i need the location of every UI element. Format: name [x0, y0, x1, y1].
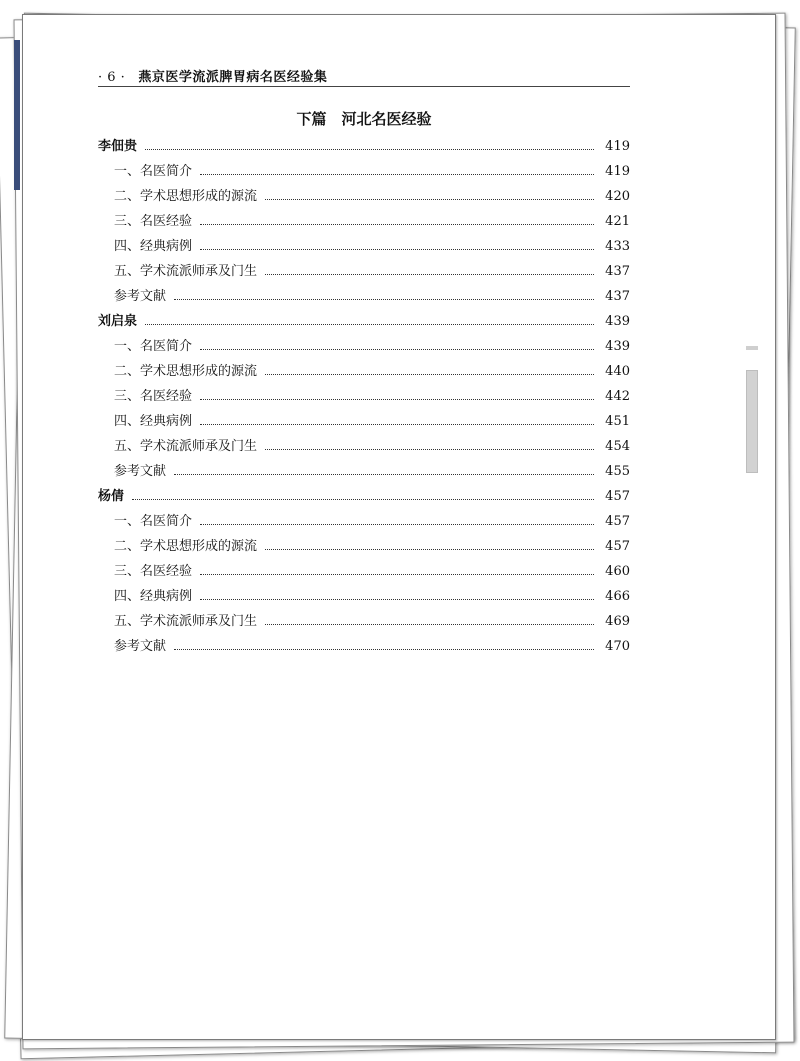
toc-entry-page: 457 [605, 489, 630, 504]
toc-entry-page: 457 [605, 539, 630, 554]
toc-entry-sub[interactable] [98, 384, 630, 409]
toc-entry-page: 469 [605, 614, 630, 629]
dot-leader [200, 348, 594, 350]
header-page-number: · 6 · [98, 70, 126, 85]
toc-entry-sub[interactable] [98, 184, 630, 209]
running-header [98, 66, 630, 87]
toc-entry-sub[interactable] [98, 284, 630, 309]
toc-entry-label: 二、学术思想形成的源流 [114, 364, 258, 379]
toc-entry-sub[interactable] [98, 634, 630, 659]
dot-leader [265, 198, 594, 200]
dot-leader [200, 523, 594, 525]
toc-entry-sub[interactable] [98, 459, 630, 484]
toc-entry-page: 455 [605, 464, 630, 479]
toc-entry-label: 一、名医简介 [114, 514, 193, 529]
toc-entry-page: 451 [605, 414, 630, 429]
dot-leader [145, 148, 594, 150]
toc-entry-sub[interactable] [98, 334, 630, 359]
toc-entry-sub[interactable] [98, 534, 630, 559]
toc-entry-sub[interactable] [98, 259, 630, 284]
toc-entry-page: 433 [605, 239, 630, 254]
toc-entry-page: 421 [605, 214, 630, 229]
toc-entry-sub[interactable] [98, 509, 630, 534]
header-book-title: 燕京医学流派脾胃病名医经验集 [138, 70, 328, 85]
toc-entry-sub[interactable] [98, 434, 630, 459]
toc-entry-label: 五、学术流派师承及门生 [114, 264, 258, 279]
toc-entry-page: 437 [605, 289, 630, 304]
toc-entry-sub[interactable] [98, 609, 630, 634]
toc-entry-sub[interactable] [98, 559, 630, 584]
dot-leader [200, 173, 594, 175]
toc-entry-label: 五、学术流派师承及门生 [114, 614, 258, 629]
toc-entry-main[interactable] [98, 134, 630, 159]
dot-leader [265, 448, 594, 450]
toc-entry-page: 439 [605, 314, 630, 329]
toc-entry-label: 五、学术流派师承及门生 [114, 439, 258, 454]
toc-entry-sub[interactable] [98, 409, 630, 434]
dot-leader [132, 498, 594, 500]
section-title: 下篇 河北名医经验 [296, 110, 432, 128]
toc-entry-label: 三、名医经验 [114, 389, 193, 404]
dot-leader [200, 598, 594, 600]
dot-leader [265, 623, 594, 625]
toc-entry-page: 466 [605, 589, 630, 604]
toc-entry-sub[interactable] [98, 234, 630, 259]
toc-entry-page: 442 [605, 389, 630, 404]
dot-leader [174, 473, 594, 475]
toc-entry-label: 三、名医经验 [114, 564, 193, 579]
toc-entry-label: 四、经典病例 [114, 589, 193, 604]
toc-entry-label: 刘启泉 [98, 314, 138, 329]
toc-entry-main[interactable] [98, 309, 630, 334]
dot-leader [174, 298, 594, 300]
dot-leader [265, 548, 594, 550]
sheet-edge-decoration [14, 40, 20, 190]
dot-leader [200, 248, 594, 250]
toc-entry-page: 420 [605, 189, 630, 204]
toc-entry-label: 参考文献 [114, 464, 167, 479]
toc-entry-label: 二、学术思想形成的源流 [114, 189, 258, 204]
toc-entry-sub[interactable] [98, 159, 630, 184]
toc-entry-sub[interactable] [98, 209, 630, 234]
toc-entry-sub[interactable] [98, 359, 630, 384]
toc-entry-page: 437 [605, 264, 630, 279]
toc-entry-page: 470 [605, 639, 630, 654]
toc-entry-label: 二、学术思想形成的源流 [114, 539, 258, 554]
toc-entry-page: 419 [605, 164, 630, 179]
dot-leader [200, 423, 594, 425]
dot-leader [265, 373, 594, 375]
dot-leader [200, 398, 594, 400]
toc-entry-page: 439 [605, 339, 630, 354]
toc-entry-page: 454 [605, 439, 630, 454]
dot-leader [200, 223, 594, 225]
toc-entry-page: 460 [605, 564, 630, 579]
toc-entry-label: 参考文献 [114, 639, 167, 654]
dot-leader [145, 323, 594, 325]
toc-entry-page: 419 [605, 139, 630, 154]
toc-entry-label: 四、经典病例 [114, 414, 193, 429]
toc-entry-page: 457 [605, 514, 630, 529]
dot-leader [265, 273, 594, 275]
toc-entry-label: 三、名医经验 [114, 214, 193, 229]
toc-entry-label: 杨倩 [98, 489, 125, 504]
toc-entry-label: 李佃贵 [98, 139, 138, 154]
dot-leader [174, 648, 594, 650]
toc-entry-label: 一、名医简介 [114, 164, 193, 179]
toc-entry-label: 四、经典病例 [114, 239, 193, 254]
scrollbar-track[interactable] [746, 346, 758, 350]
toc-entry-main[interactable] [98, 484, 630, 509]
table-of-contents [98, 134, 630, 659]
dot-leader [200, 573, 594, 575]
toc-entry-sub[interactable] [98, 584, 630, 609]
toc-entry-label: 参考文献 [114, 289, 167, 304]
scrollbar-thumb[interactable] [746, 370, 758, 473]
toc-entry-label: 一、名医简介 [114, 339, 193, 354]
toc-entry-page: 440 [605, 364, 630, 379]
